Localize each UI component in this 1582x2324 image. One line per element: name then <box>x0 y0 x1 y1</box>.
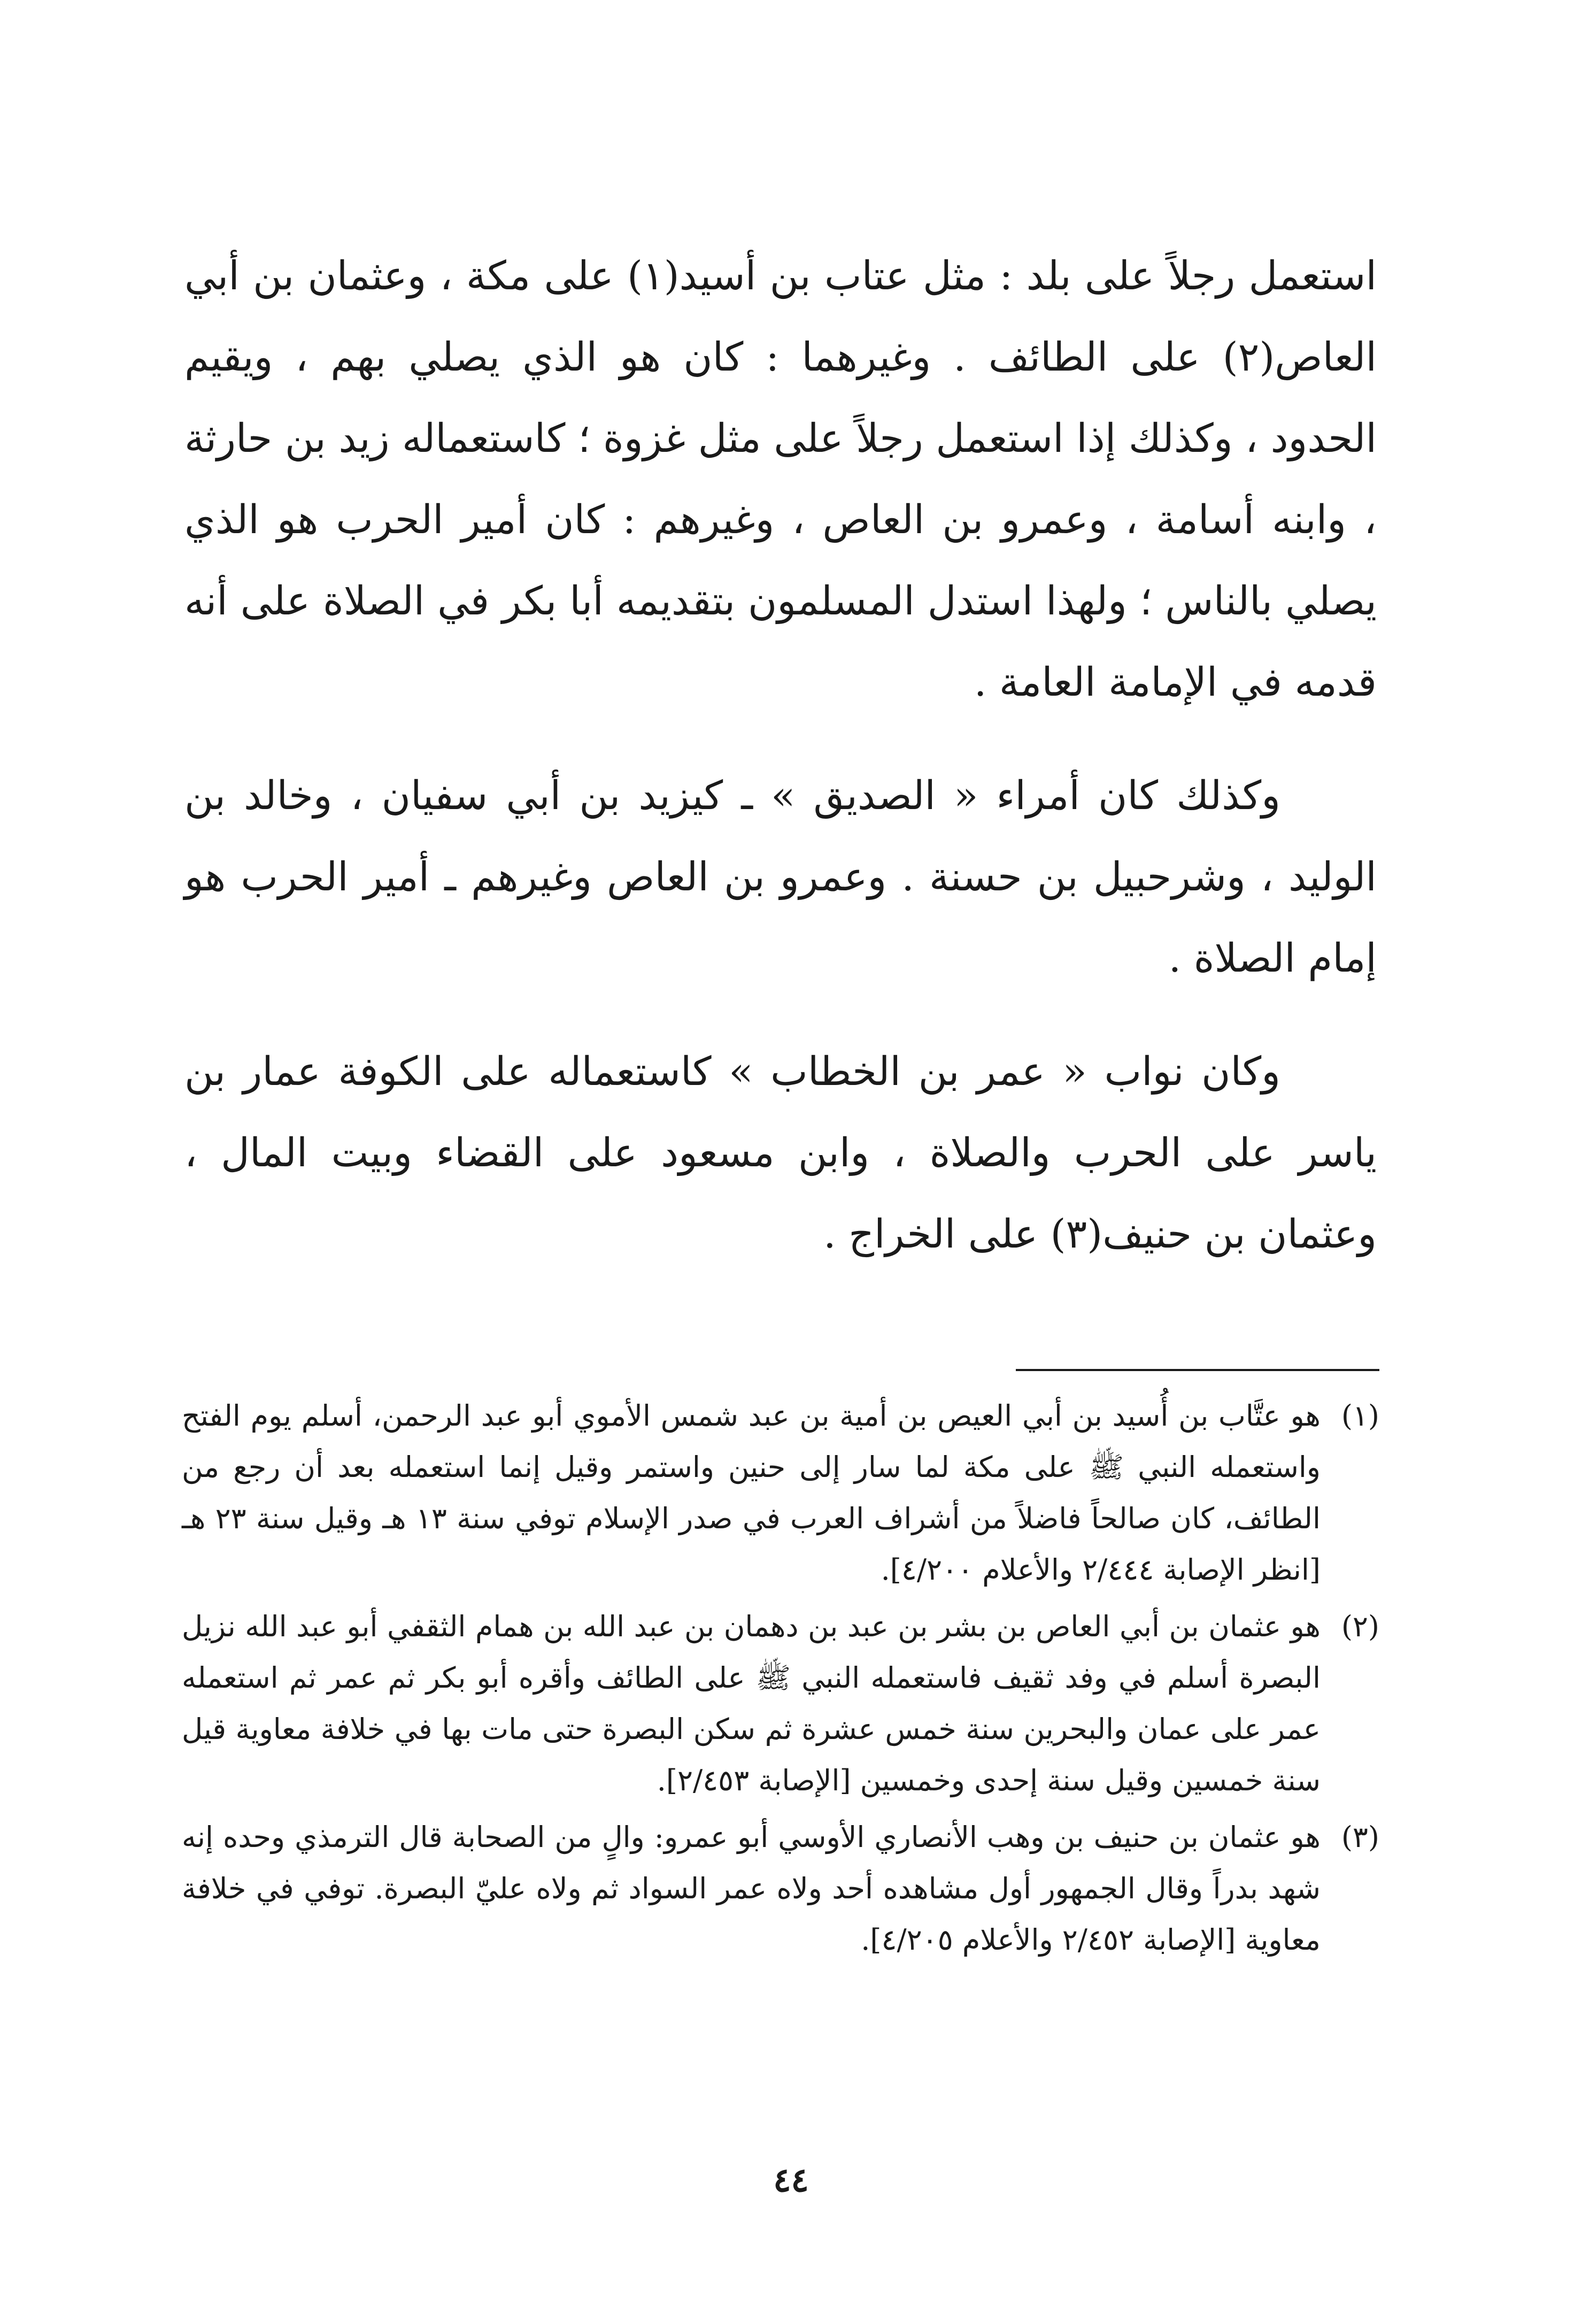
main-text <box>184 235 1377 1307</box>
footnote-number: (٣) <box>1341 1820 1379 1854</box>
footnote-number: (١) <box>1341 1399 1379 1433</box>
footnote-separator <box>1016 1369 1379 1371</box>
paragraph-3: وكان نواب « عمر بن الخطاب » كاستعماله على الكوفة عمار بن ياسر على الحرب والصلاة ، وابن مسعود على القضاء وبيت المال ، وعثمان بن حنيف(٣) على الخراج . <box>184 1049 1377 1257</box>
page-number: ٤٤ <box>773 2160 809 2199</box>
footnote-1 <box>182 1390 1379 1596</box>
footnote-3 <box>182 1812 1379 1966</box>
footnote-text: هو عثمان بن أبي العاص بن بشر بن عبد بن دهمان بن عبد الله بن همام الثقفي أبو عبد الله نزيل البصرة أسلم في وفد ثقيف فاستعمله النبي ﷺ على الطائف وأقره أبو بكر ثم عمر ثم استعمله عمر على عمان والبحرين سنة خمس عشرة ثم سكن البصرة حتى مات بها في خلافة معاوية قيل سنة خمسين وقيل سنة إحدى وخمسين [الإصابة ٢/٤٥٣]. <box>182 1610 1321 1797</box>
paragraph-2: وكذلك كان أمراء « الصديق » ـ كيزيد بن أبي سفيان ، وخالد بن الوليد ، وشرحبيل بن حسنة . وعمرو بن العاص وغيرهم ـ أمير الحرب هو إمام الصلاة . <box>184 773 1377 981</box>
footnotes <box>182 1390 1379 1971</box>
footnote-2 <box>182 1601 1379 1806</box>
footnote-text: هو عثمان بن حنيف بن وهب الأنصاري الأوسي أبو عمرو: والٍ من الصحابة قال الترمذي وحده إنه شهد بدراً وقال الجمهور أول مشاهده أحد ولاه عمر السواد ثم ولاه عليّ البصرة. توفي في خلافة معاوية [الإصابة ٢/٤٥٢ والأعلام ٤/٢٠٥]. <box>182 1820 1321 1957</box>
paragraph-1: استعمل رجلاً على بلد : مثل عتاب بن أسيد(١) على مكة ، وعثمان بن أبي العاص(٢) على الطائف . وغيرهما : كان هو الذي يصلي بهم ، ويقيم الحدود ، وكذلك إذا استعمل رجلاً على مثل غزوة ؛ كاستعماله زيد بن حارثة ، وابنه أسامة ، وعمرو بن العاص ، وغيرهم : كان أمير الحرب هو الذي يصلي بالناس ؛ ولهذا استدل المسلمون بتقديمه أبا بكر في الصلاة على أنه قدمه في الإمامة العامة . <box>184 253 1377 705</box>
footnote-text: هو عتَّاب بن أُسيد بن أبي العيص بن أمية بن عبد شمس الأموي أبو عبد الرحمن، أسلم يوم الفتح واستعمله النبي ﷺ على مكة لما سار إلى حنين واستمر وقيل إنما استعمله بعد أن رجع من الطائف، كان صالحاً فاضلاً من أشراف العرب في صدر الإسلام توفي سنة ١٣ هـ وقيل سنة ٢٣ هـ [انظر الإصابة ٢/٤٤٤ والأعلام ٤/٢٠٠]. <box>182 1399 1321 1587</box>
footnote-number: (٢) <box>1341 1610 1379 1643</box>
